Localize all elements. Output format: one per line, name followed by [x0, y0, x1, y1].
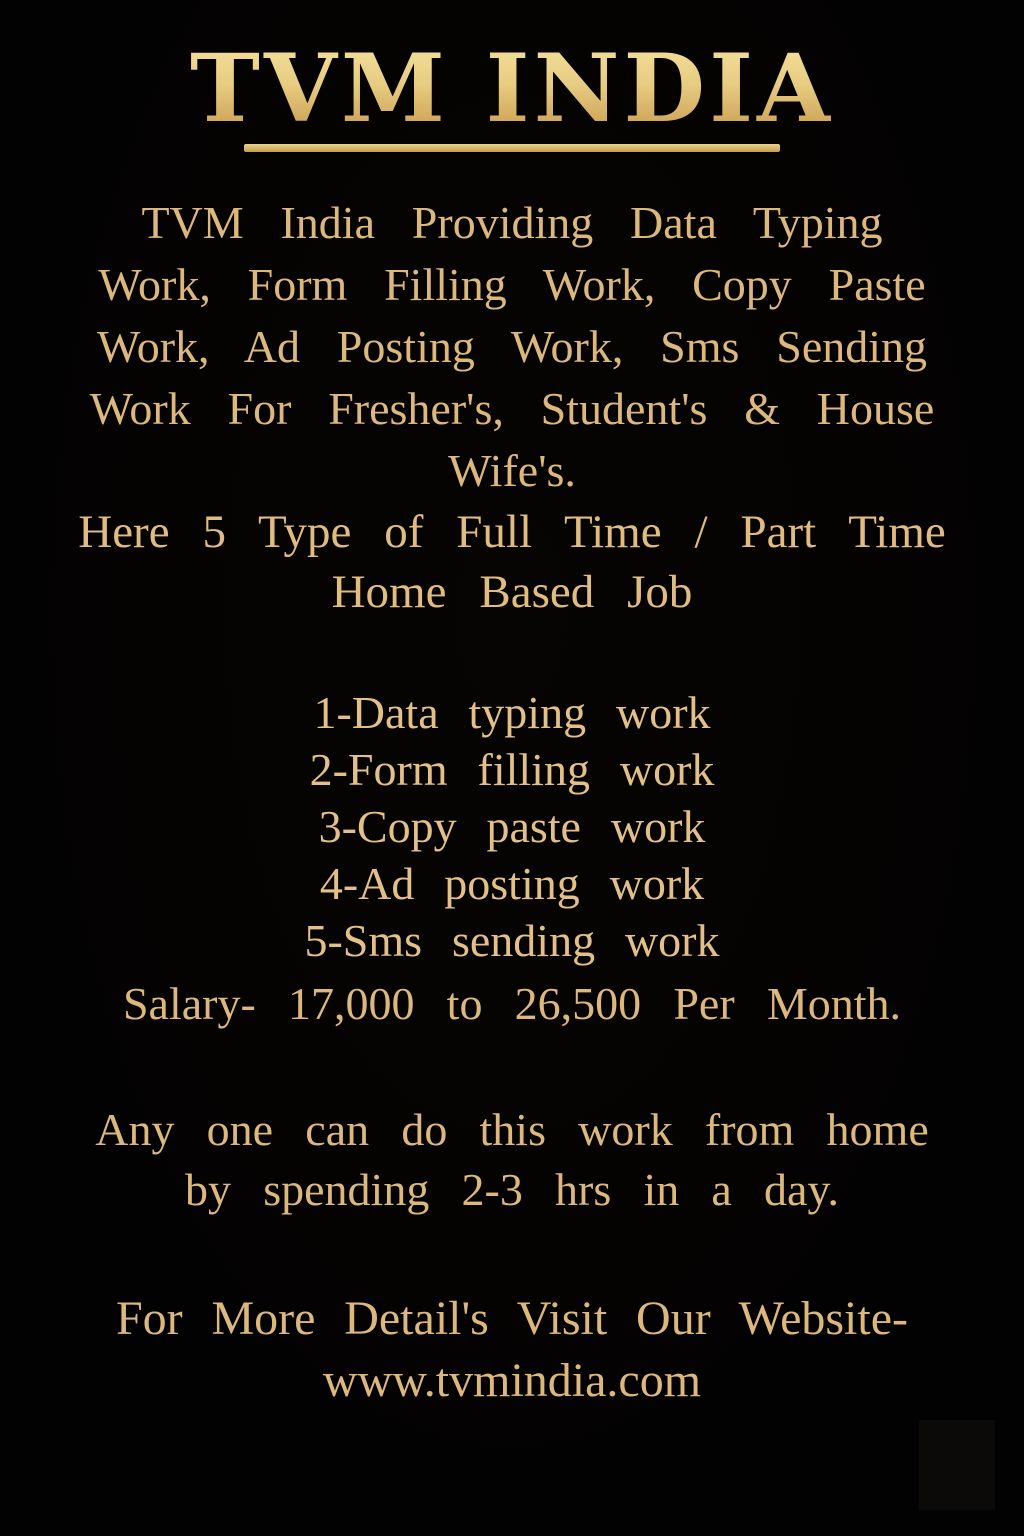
title-underline [244, 144, 780, 152]
footer-cta-line: For More Detail's Visit Our Website- [115, 1292, 909, 1345]
job-list-item: 1-Data typing work [313, 687, 711, 738]
salary-line: Salary- 17,000 to 26,500 Per Month. [122, 978, 902, 1029]
subheading-line: Home Based Job [331, 566, 693, 618]
job-list-item: 2-Form filling work [309, 744, 715, 795]
note-paragraph [0, 1100, 1024, 1220]
website-url: www.tvmindia.com [322, 1354, 702, 1407]
header [0, 0, 1024, 152]
job-list-item: 4-Ad posting work [319, 858, 705, 909]
intro-line: Work, Form Filling Work, Copy Paste [98, 259, 926, 310]
corner-watermark-patch [919, 1420, 995, 1510]
footer [0, 1288, 1024, 1412]
note-line: by spending 2-3 hrs in a day. [185, 1164, 839, 1215]
poster-title: TVM INDIA [190, 34, 834, 144]
intro-line: TVM India Providing Data Typing [141, 197, 883, 248]
job-list-item: 5-Sms sending work [304, 915, 720, 966]
intro-line: Wife's. [448, 445, 576, 496]
subheading [0, 502, 1024, 622]
job-type-list [0, 684, 1024, 969]
subheading-line: Here 5 Type of Full Time / Part Time [78, 506, 946, 558]
note-line: Any one can do this work from home [95, 1104, 929, 1155]
intro-line: Work For Fresher's, Student's & House [89, 383, 935, 434]
intro-paragraph [0, 192, 1024, 502]
job-list-item: 3-Copy paste work [318, 801, 706, 852]
intro-line: Work, Ad Posting Work, Sms Sending [96, 321, 928, 372]
